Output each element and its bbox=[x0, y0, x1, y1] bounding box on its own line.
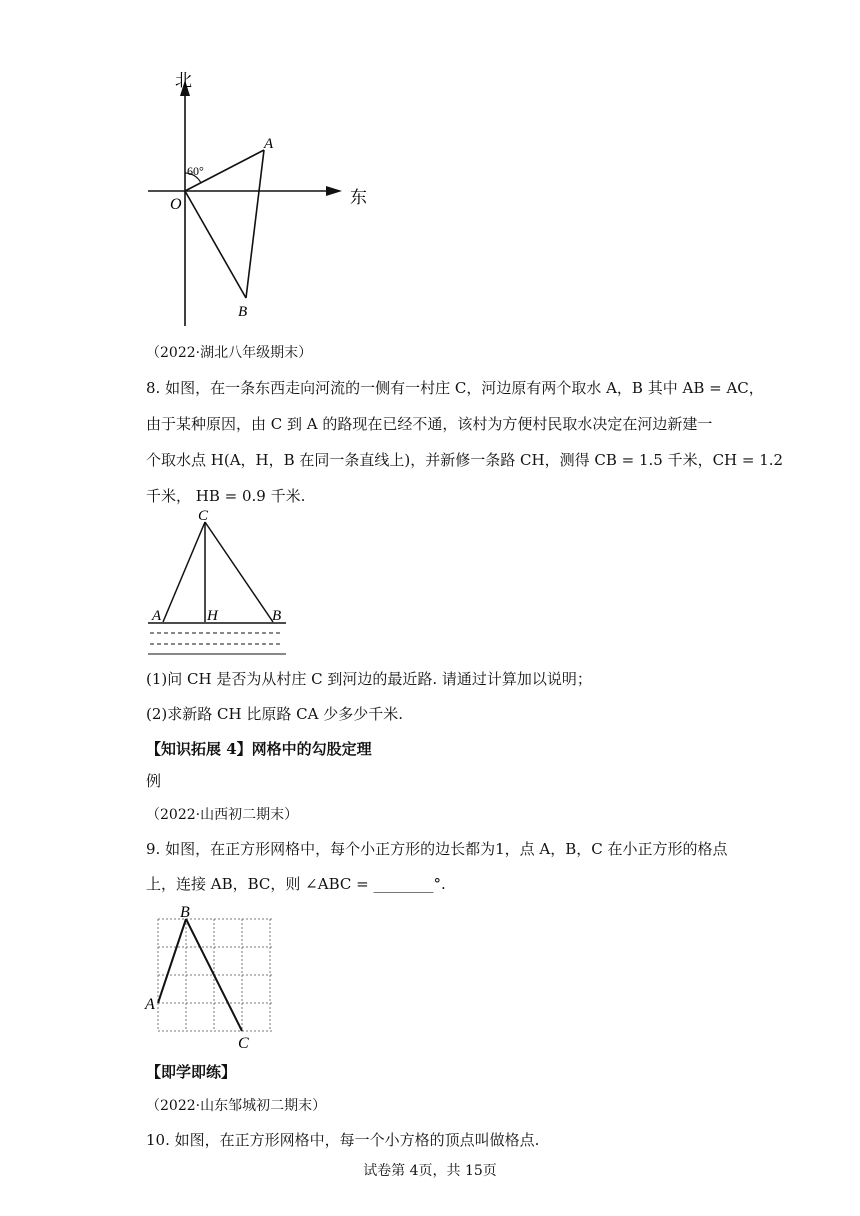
grid-point-c-label: C bbox=[238, 1035, 249, 1052]
q9-text-line2: 上，连接 AB，BC，则 ∠ABC = ________°. bbox=[146, 875, 446, 893]
point-h-label: H bbox=[207, 608, 218, 624]
q9-source: （2022·山西初二期末） bbox=[146, 807, 299, 823]
angle-label: 60° bbox=[187, 164, 204, 178]
q8-subquestion-2: (2)求新路 CH 比原路 CA 少多少千米. bbox=[146, 705, 403, 723]
q8-text-line1: 8. 如图，在一条东西走向河流的一侧有一村庄 C，河边原有两个取水 A，B 其中 AB = AC， bbox=[146, 379, 764, 397]
river-diagram bbox=[140, 506, 300, 656]
q9-text-line1: 9. 如图，在正方形网格中，每个小正方形的边长都为1，点 A，B，C 在小正方形的格点 bbox=[146, 840, 728, 858]
point-b-label: B bbox=[272, 608, 282, 624]
grid-point-a-label: A bbox=[145, 996, 155, 1013]
east-arrow-icon bbox=[326, 186, 342, 196]
q8-text-line2: 由于某种原因，由 C 到 A 的路现在已经不通，该村为方便村民取水决定在河边新建一 bbox=[146, 415, 713, 433]
q10-source: （2022·山东邹城初二期末） bbox=[146, 1098, 327, 1114]
compass-diagram bbox=[140, 66, 380, 336]
practice-heading: 【即学即练】 bbox=[146, 1063, 237, 1081]
north-label: 北 bbox=[175, 71, 192, 91]
grid-diagram bbox=[142, 900, 282, 1052]
page-footer: 试卷第 4页，共 15页 bbox=[363, 1163, 497, 1179]
q10-text-line1: 10. 如图，在正方形网格中，每一个小方格的顶点叫做格点. bbox=[146, 1131, 540, 1149]
point-a-label: A bbox=[264, 136, 274, 152]
q8-subquestion-1: (1)问 CH 是否为从村庄 C 到河边的最近路. 请通过计算加以说明； bbox=[146, 670, 592, 688]
point-b-label: B bbox=[238, 304, 248, 320]
point-a-label: A bbox=[152, 608, 162, 624]
section-heading: 【知识拓展 4】网格中的勾股定理 bbox=[146, 740, 372, 758]
example-label: 例 bbox=[146, 772, 162, 790]
q8-text-line3: 个取水点 H(A，H，B 在同一条直线上)，并新修一条路 CH，测得 CB = 1.5 千米，CH = 1.2 bbox=[146, 451, 784, 469]
q8-text-line4: 千米， HB = 0.9 千米. bbox=[146, 487, 306, 505]
east-label: 东 bbox=[350, 188, 367, 208]
grid-point-b-label: B bbox=[180, 904, 190, 921]
origin-label: O bbox=[170, 196, 182, 213]
point-c-label: C bbox=[198, 508, 209, 524]
q8-source: （2022·湖北八年级期末） bbox=[146, 345, 313, 361]
